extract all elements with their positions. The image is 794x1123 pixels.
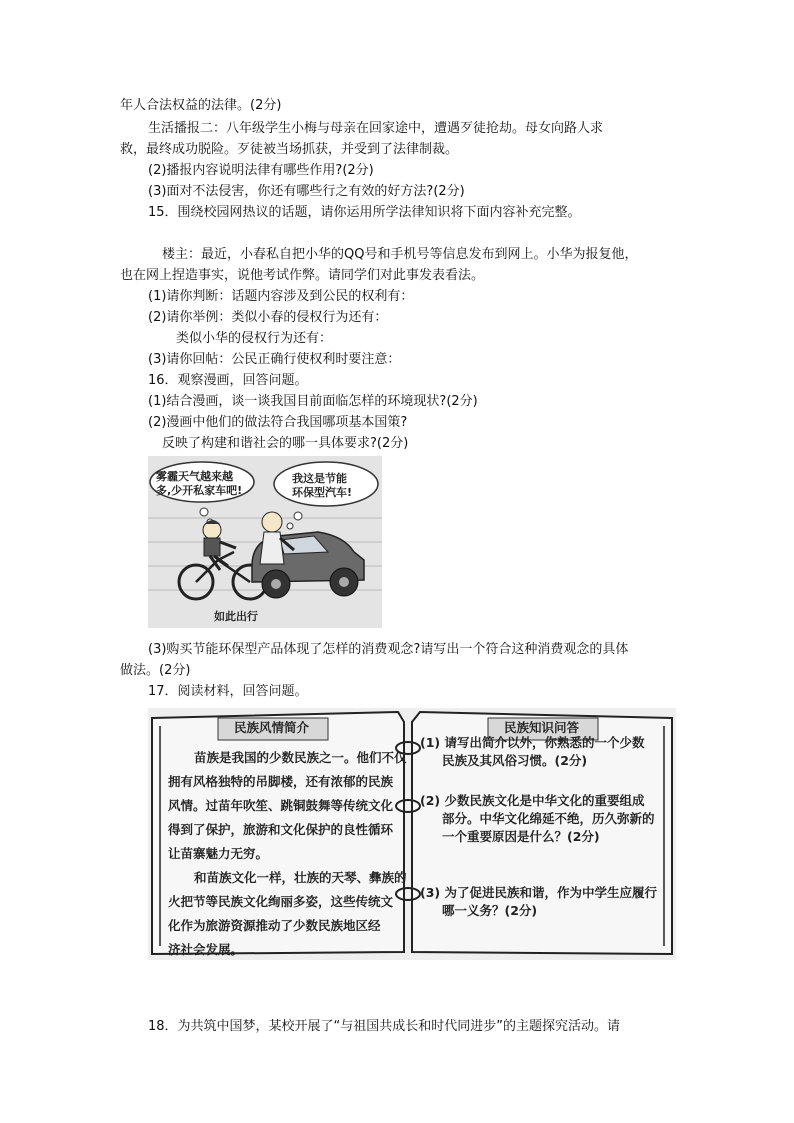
book-line: 济社会发展。 bbox=[168, 942, 244, 957]
speech-bubble-left bbox=[156, 470, 242, 498]
text-line: (1)结合漫画，谈一谈我国目前面临怎样的环境现状?(2分) bbox=[148, 394, 478, 409]
cartoon-image bbox=[148, 456, 382, 628]
bubble-line: 环保型汽车! bbox=[292, 486, 353, 499]
book-line: 部分。中华文化绵延不绝，历久弥新的 bbox=[442, 811, 655, 826]
text-line: (3)购买节能环保型产品体现了怎样的消费观念?请写出一个符合这种消费观念的具体 bbox=[148, 642, 629, 657]
text-line: 楼主：最近，小春私自把小华的QQ号和手机号等信息发布到网上。小华为报复他， bbox=[162, 247, 638, 262]
text-line: 做法。(2分) bbox=[120, 663, 191, 678]
text-line: (3)请你回帖：公民正确行使权利时要注意： bbox=[148, 352, 401, 367]
cartoon-caption: 如此出行 bbox=[214, 610, 258, 623]
book-question-3 bbox=[420, 884, 657, 920]
bubble-line: 我这是节能 bbox=[292, 472, 347, 485]
bubble-line: 多,少开私家车吧! bbox=[156, 484, 243, 497]
speech-bubble-right bbox=[292, 472, 352, 500]
text-line: (2)漫画中他们的做法符合我国哪项基本国策? bbox=[148, 415, 408, 430]
book-line: (2) 少数民族文化是中华文化的重要组成 bbox=[420, 793, 645, 808]
question-15: 15．围绕校园网热议的话题，请你运用所学法律知识将下面内容补充完整。 bbox=[148, 205, 581, 220]
book-line: (3) 为了促进民族和谐，作为中学生应履行 bbox=[420, 885, 657, 900]
text-line: (2)播报内容说明法律有哪些作用?(2分) bbox=[148, 163, 374, 178]
book-line: 哪一义务？(2分) bbox=[442, 903, 538, 918]
book-line: 民族及其风俗习惯。(2分) bbox=[442, 753, 588, 768]
text-line: 类似小华的侵权行为还有： bbox=[176, 331, 333, 346]
text-line: 生活播报二：八年级学生小梅与母亲在回家途中，遭遇歹徒抢劫。母女向路人求 bbox=[148, 121, 604, 136]
text-line: 也在网上捏造事实，说他考试作弊。请同学们对此事发表看法。 bbox=[120, 268, 485, 283]
book-line: 火把节等民族文化绚丽多姿，这些传统文 bbox=[168, 894, 394, 909]
book-line: 让苗寨魅力无穷。 bbox=[168, 846, 269, 861]
book-left-title: 民族风情简介 bbox=[234, 720, 310, 735]
book-material-image bbox=[148, 708, 676, 960]
text-line: (3)面对不法侵害，你还有哪些行之有效的好方法?(2分) bbox=[148, 184, 465, 199]
question-17: 17．阅读材料，回答问题。 bbox=[148, 684, 308, 699]
text-line: 反映了构建和谐社会的哪一具体要求?(2分) bbox=[162, 436, 409, 451]
book-line: 风情。过苗年吹笙、跳铜鼓舞等传统文化 bbox=[168, 798, 394, 813]
book-line: 得到了保护，旅游和文化保护的良性循环 bbox=[168, 822, 394, 837]
book-line: (1) 请写出简介以外，你熟悉的一个少数 bbox=[420, 735, 645, 750]
bubble-line: 雾霾天气越来越 bbox=[156, 470, 233, 483]
text-line: 年人合法权益的法律。(2分) bbox=[120, 98, 282, 113]
book-line: 拥有风格独特的吊脚楼，还有浓郁的民族 bbox=[168, 774, 394, 789]
book-right-title: 民族知识问答 bbox=[504, 720, 580, 735]
text-line: (2)请你举例：类似小春的侵权行为还有： bbox=[148, 310, 388, 325]
text-line: (1)请你判断：话题内容涉及到公民的权利有： bbox=[148, 289, 414, 304]
book-line: 一个重要原因是什么？(2分) bbox=[442, 829, 600, 844]
book-question-1 bbox=[420, 734, 644, 770]
book-line: 和苗族文化一样，壮族的天琴、彝族的 bbox=[194, 870, 407, 885]
book-question-2 bbox=[420, 792, 655, 846]
book-line: 苗族是我国的少数民族之一。他们不仅 bbox=[194, 750, 407, 765]
question-16: 16．观察漫画，回答问题。 bbox=[148, 373, 308, 388]
book-line: 化作为旅游资源推动了少数民族地区经 bbox=[168, 918, 381, 933]
text-line: 救，最终成功脱险。歹徒被当场抓获，并受到了法律制裁。 bbox=[120, 142, 459, 157]
question-18: 18．为共筑中国梦，某校开展了“与祖国共成长和时代同进步”的主题探究活动。请 bbox=[148, 1019, 621, 1034]
book-left-body bbox=[168, 746, 407, 960]
